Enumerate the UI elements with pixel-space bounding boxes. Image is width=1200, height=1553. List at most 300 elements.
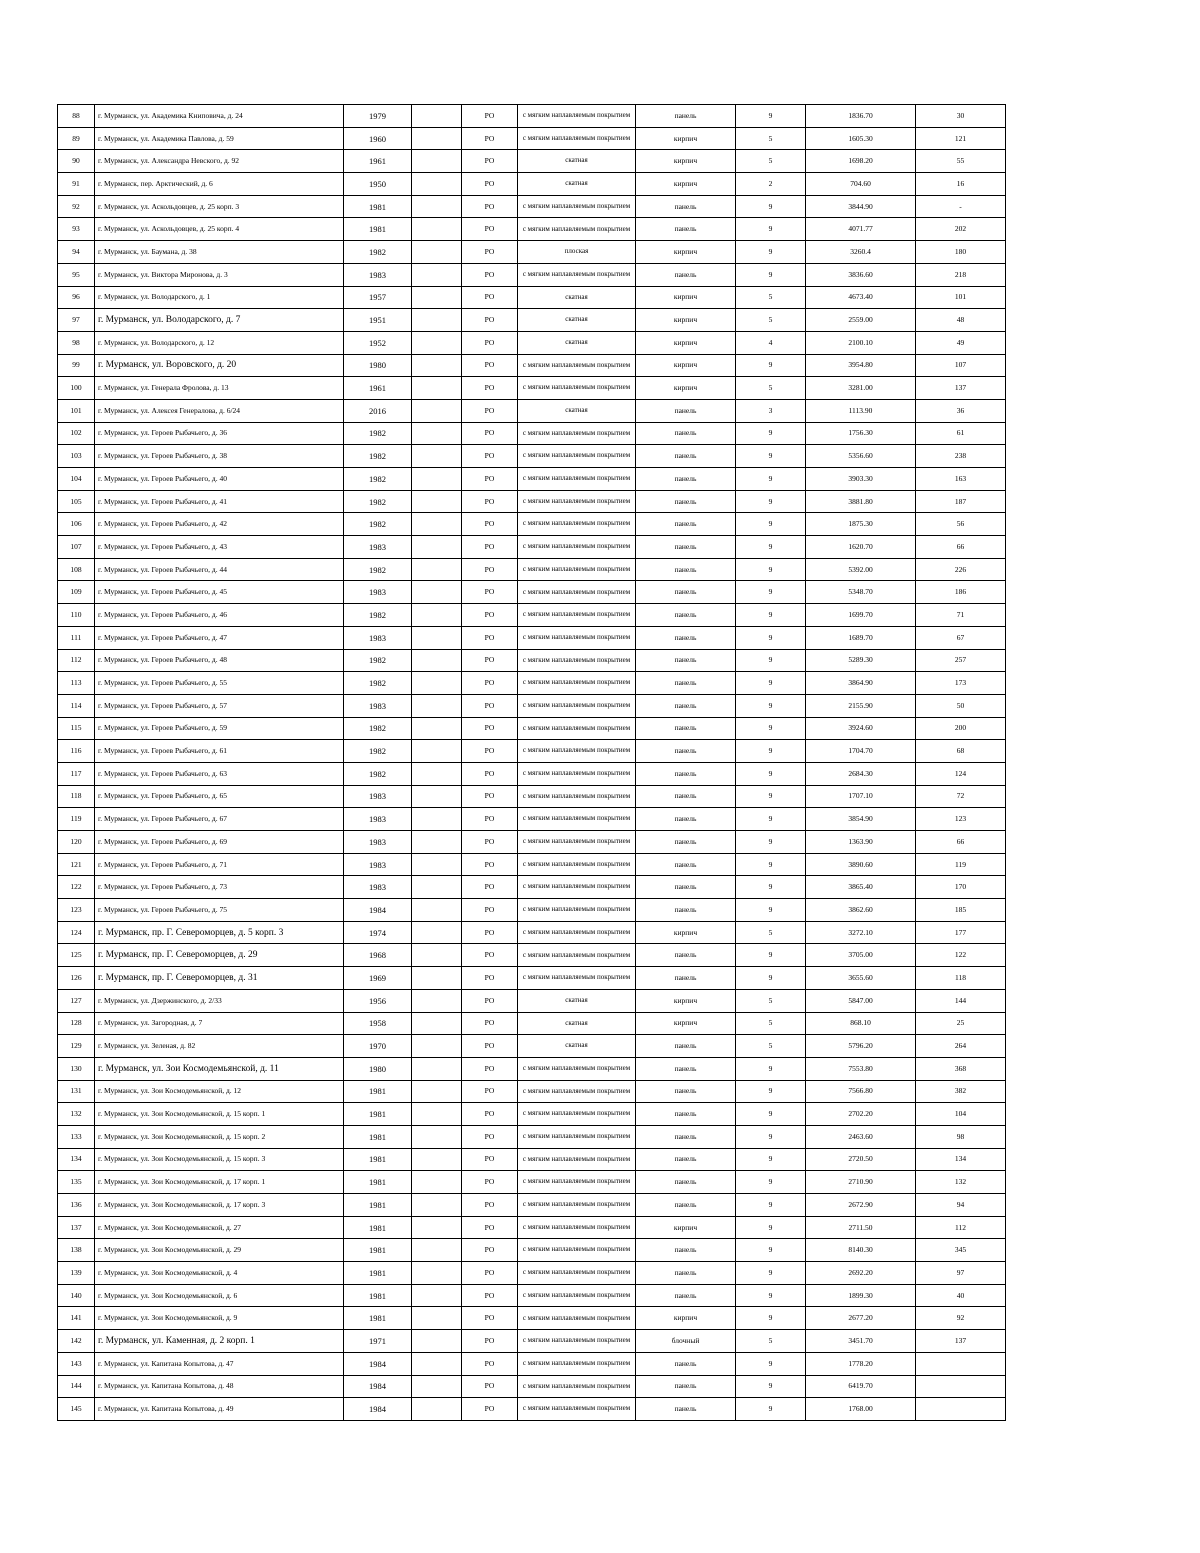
wall-material-cell: кирпич — [636, 1216, 736, 1239]
blank-cell — [412, 354, 462, 377]
table-row — [58, 105, 1006, 128]
roof-type-cell: скатная — [518, 173, 636, 196]
area-cell: 3862.60 — [806, 899, 916, 922]
residents-cell: 186 — [916, 581, 1006, 604]
blank-cell — [412, 263, 462, 286]
table-row — [58, 173, 1006, 196]
floors-cell: 5 — [736, 1330, 806, 1353]
program-cell: РО — [462, 876, 518, 899]
area-cell: 1363.90 — [806, 831, 916, 854]
blank-cell — [412, 468, 462, 491]
wall-material-cell: кирпич — [636, 127, 736, 150]
address-cell: г. Мурманск, ул. Зои Космодемьянской, д. 17 корп. 3 — [95, 1194, 344, 1217]
wall-material-cell: панель — [636, 899, 736, 922]
year-cell: 1984 — [344, 1375, 412, 1398]
address-cell: г. Мурманск, ул. Героев Рыбачьего, д. 47 — [95, 626, 344, 649]
residents-cell: 119 — [916, 853, 1006, 876]
program-cell: РО — [462, 1103, 518, 1126]
table-row — [58, 876, 1006, 899]
table-row — [58, 377, 1006, 400]
floors-cell: 5 — [736, 309, 806, 332]
address-cell: г. Мурманск, пер. Арктический, д. 6 — [95, 173, 344, 196]
row-number: 125 — [58, 944, 95, 967]
row-number: 141 — [58, 1307, 95, 1330]
roof-type-cell: с мягким наплавляемым покрытием — [518, 422, 636, 445]
roof-type-cell: с мягким наплавляемым покрытием — [518, 218, 636, 241]
blank-cell — [412, 1307, 462, 1330]
year-cell: 1982 — [344, 558, 412, 581]
blank-cell — [412, 399, 462, 422]
blank-cell — [412, 808, 462, 831]
roof-type-cell: с мягким наплавляемым покрытием — [518, 354, 636, 377]
year-cell: 1982 — [344, 604, 412, 627]
address-cell: г. Мурманск, ул. Зои Космодемьянской, д. 6 — [95, 1284, 344, 1307]
row-number: 128 — [58, 1012, 95, 1035]
blank-cell — [412, 1330, 462, 1353]
address-cell: г. Мурманск, ул. Аскольдовцев, д. 25 корп. 4 — [95, 218, 344, 241]
program-cell: РО — [462, 150, 518, 173]
blank-cell — [412, 604, 462, 627]
area-cell: 3954.80 — [806, 354, 916, 377]
row-number: 129 — [58, 1035, 95, 1058]
row-number: 95 — [58, 263, 95, 286]
year-cell: 1960 — [344, 127, 412, 150]
roof-type-cell: с мягким наплавляемым покрытием — [518, 263, 636, 286]
row-number: 145 — [58, 1398, 95, 1421]
area-cell: 1778.20 — [806, 1352, 916, 1375]
floors-cell: 9 — [736, 762, 806, 785]
row-number: 124 — [58, 921, 95, 944]
wall-material-cell: кирпич — [636, 377, 736, 400]
area-cell: 1620.70 — [806, 536, 916, 559]
roof-type-cell: с мягким наплавляемым покрытием — [518, 1080, 636, 1103]
blank-cell — [412, 1125, 462, 1148]
address-cell: г. Мурманск, ул. Героев Рыбачьего, д. 45 — [95, 581, 344, 604]
floors-cell: 9 — [736, 263, 806, 286]
table-row — [58, 1262, 1006, 1285]
area-cell: 5289.30 — [806, 649, 916, 672]
wall-material-cell: панель — [636, 218, 736, 241]
roof-type-cell: с мягким наплавляемым покрытием — [518, 377, 636, 400]
wall-material-cell: панель — [636, 513, 736, 536]
roof-type-cell: с мягким наплавляемым покрытием — [518, 127, 636, 150]
roof-type-cell: с мягким наплавляемым покрытием — [518, 831, 636, 854]
wall-material-cell: панель — [636, 422, 736, 445]
table-row — [58, 740, 1006, 763]
year-cell: 1983 — [344, 626, 412, 649]
area-cell: 5796.20 — [806, 1035, 916, 1058]
area-cell: 3854.90 — [806, 808, 916, 831]
address-cell: г. Мурманск, ул. Героев Рыбачьего, д. 36 — [95, 422, 344, 445]
roof-type-cell: с мягким наплавляемым покрытием — [518, 740, 636, 763]
address-cell: г. Мурманск, ул. Зои Космодемьянской, д. 17 корп. 1 — [95, 1171, 344, 1194]
roof-type-cell: с мягким наплавляемым покрытием — [518, 1194, 636, 1217]
residents-cell: 121 — [916, 127, 1006, 150]
area-cell: 1756.30 — [806, 422, 916, 445]
area-cell: 5356.60 — [806, 445, 916, 468]
area-cell: 3903.30 — [806, 468, 916, 491]
blank-cell — [412, 1194, 462, 1217]
address-cell: г. Мурманск, ул. Героев Рыбачьего, д. 73 — [95, 876, 344, 899]
residents-cell: 67 — [916, 626, 1006, 649]
table-row — [58, 1194, 1006, 1217]
floors-cell: 9 — [736, 1125, 806, 1148]
floors-cell: 5 — [736, 286, 806, 309]
row-number: 113 — [58, 672, 95, 695]
area-cell: 2100.10 — [806, 331, 916, 354]
wall-material-cell: панель — [636, 762, 736, 785]
program-cell: РО — [462, 1057, 518, 1080]
area-cell: 3451.70 — [806, 1330, 916, 1353]
program-cell: РО — [462, 558, 518, 581]
blank-cell — [412, 173, 462, 196]
program-cell: РО — [462, 468, 518, 491]
wall-material-cell: панель — [636, 853, 736, 876]
floors-cell: 3 — [736, 399, 806, 422]
wall-material-cell: панель — [636, 1103, 736, 1126]
blank-cell — [412, 1216, 462, 1239]
table-row — [58, 1216, 1006, 1239]
row-number: 115 — [58, 717, 95, 740]
area-cell: 2710.90 — [806, 1171, 916, 1194]
program-cell: РО — [462, 377, 518, 400]
floors-cell: 5 — [736, 1035, 806, 1058]
blank-cell — [412, 1284, 462, 1307]
year-cell: 1982 — [344, 672, 412, 695]
wall-material-cell: панель — [636, 717, 736, 740]
program-cell: РО — [462, 581, 518, 604]
floors-cell: 4 — [736, 331, 806, 354]
wall-material-cell: кирпич — [636, 173, 736, 196]
row-number: 123 — [58, 899, 95, 922]
year-cell: 1983 — [344, 785, 412, 808]
row-number: 120 — [58, 831, 95, 854]
address-cell: г. Мурманск, ул. Академика Книповича, д. 24 — [95, 105, 344, 128]
wall-material-cell: кирпич — [636, 989, 736, 1012]
table-row — [58, 1239, 1006, 1262]
wall-material-cell: кирпич — [636, 1012, 736, 1035]
roof-type-cell: скатная — [518, 1035, 636, 1058]
program-cell: РО — [462, 354, 518, 377]
year-cell: 1982 — [344, 740, 412, 763]
table-row — [58, 1035, 1006, 1058]
area-cell: 6419.70 — [806, 1375, 916, 1398]
housing-table — [57, 104, 1006, 1421]
roof-type-cell: с мягким наплавляемым покрытием — [518, 649, 636, 672]
wall-material-cell: панель — [636, 468, 736, 491]
year-cell: 1982 — [344, 513, 412, 536]
residents-cell: 137 — [916, 377, 1006, 400]
floors-cell: 9 — [736, 853, 806, 876]
program-cell: РО — [462, 309, 518, 332]
area-cell: 1113.90 — [806, 399, 916, 422]
row-number: 96 — [58, 286, 95, 309]
blank-cell — [412, 422, 462, 445]
table-row — [58, 399, 1006, 422]
area-cell: 1699.70 — [806, 604, 916, 627]
address-cell: г. Мурманск, ул. Генерала Фролова, д. 13 — [95, 377, 344, 400]
program-cell: РО — [462, 1239, 518, 1262]
program-cell: РО — [462, 717, 518, 740]
area-cell: 7553.80 — [806, 1057, 916, 1080]
year-cell: 1980 — [344, 1057, 412, 1080]
year-cell: 1968 — [344, 944, 412, 967]
roof-type-cell: с мягким наплавляемым покрытием — [518, 581, 636, 604]
table-row — [58, 195, 1006, 218]
residents-cell: 345 — [916, 1239, 1006, 1262]
year-cell: 1984 — [344, 1352, 412, 1375]
address-cell: г. Мурманск, ул. Зои Космодемьянской, д. 15 корп. 2 — [95, 1125, 344, 1148]
roof-type-cell: с мягким наплавляемым покрытием — [518, 195, 636, 218]
roof-type-cell: с мягким наплавляемым покрытием — [518, 1125, 636, 1148]
floors-cell: 9 — [736, 422, 806, 445]
wall-material-cell: панель — [636, 604, 736, 627]
residents-cell: 97 — [916, 1262, 1006, 1285]
table-row — [58, 218, 1006, 241]
row-number: 88 — [58, 105, 95, 128]
roof-type-cell: с мягким наплавляемым покрытием — [518, 921, 636, 944]
residents-cell — [916, 1352, 1006, 1375]
floors-cell: 9 — [736, 1398, 806, 1421]
year-cell: 1983 — [344, 808, 412, 831]
program-cell: РО — [462, 331, 518, 354]
program-cell: РО — [462, 399, 518, 422]
address-cell: г. Мурманск, ул. Героев Рыбачьего, д. 41 — [95, 490, 344, 513]
area-cell: 8140.30 — [806, 1239, 916, 1262]
blank-cell — [412, 626, 462, 649]
residents-cell: 40 — [916, 1284, 1006, 1307]
address-cell: г. Мурманск, ул. Героев Рыбачьего, д. 38 — [95, 445, 344, 468]
program-cell: РО — [462, 173, 518, 196]
year-cell: 1982 — [344, 422, 412, 445]
floors-cell: 9 — [736, 581, 806, 604]
area-cell: 3281.00 — [806, 377, 916, 400]
area-cell: 2463.60 — [806, 1125, 916, 1148]
program-cell: РО — [462, 422, 518, 445]
address-cell: г. Мурманск, ул. Зои Космодемьянской, д. 9 — [95, 1307, 344, 1330]
residents-cell: 107 — [916, 354, 1006, 377]
program-cell: РО — [462, 1012, 518, 1035]
row-number: 107 — [58, 536, 95, 559]
blank-cell — [412, 558, 462, 581]
address-cell: г. Мурманск, ул. Зои Космодемьянской, д. 29 — [95, 1239, 344, 1262]
wall-material-cell: панель — [636, 1125, 736, 1148]
wall-material-cell: панель — [636, 694, 736, 717]
table-row — [58, 762, 1006, 785]
program-cell: РО — [462, 694, 518, 717]
area-cell: 2692.20 — [806, 1262, 916, 1285]
residents-cell: 144 — [916, 989, 1006, 1012]
residents-cell: 36 — [916, 399, 1006, 422]
year-cell: 1958 — [344, 1012, 412, 1035]
program-cell: РО — [462, 1262, 518, 1285]
program-cell: РО — [462, 762, 518, 785]
area-cell: 704.60 — [806, 173, 916, 196]
floors-cell: 9 — [736, 626, 806, 649]
row-number: 117 — [58, 762, 95, 785]
program-cell: РО — [462, 1148, 518, 1171]
wall-material-cell: панель — [636, 808, 736, 831]
year-cell: 1983 — [344, 831, 412, 854]
blank-cell — [412, 899, 462, 922]
row-number: 103 — [58, 445, 95, 468]
program-cell: РО — [462, 967, 518, 990]
table-row — [58, 445, 1006, 468]
table-row — [58, 808, 1006, 831]
table-row — [58, 1148, 1006, 1171]
roof-type-cell: с мягким наплавляемым покрытием — [518, 1216, 636, 1239]
floors-cell: 9 — [736, 831, 806, 854]
address-cell: г. Мурманск, ул. Баумана, д. 38 — [95, 241, 344, 264]
floors-cell: 9 — [736, 1352, 806, 1375]
table-row — [58, 694, 1006, 717]
residents-cell: 55 — [916, 150, 1006, 173]
floors-cell: 5 — [736, 150, 806, 173]
row-number: 133 — [58, 1125, 95, 1148]
floors-cell: 9 — [736, 604, 806, 627]
area-cell: 4071.77 — [806, 218, 916, 241]
address-cell: г. Мурманск, ул. Аскольдовцев, д. 25 корп. 3 — [95, 195, 344, 218]
year-cell: 1983 — [344, 694, 412, 717]
row-number: 90 — [58, 150, 95, 173]
residents-cell — [916, 1398, 1006, 1421]
residents-cell: 68 — [916, 740, 1006, 763]
table-row — [58, 241, 1006, 264]
area-cell: 2559.00 — [806, 309, 916, 332]
wall-material-cell: кирпич — [636, 921, 736, 944]
wall-material-cell: панель — [636, 1239, 736, 1262]
wall-material-cell: кирпич — [636, 354, 736, 377]
wall-material-cell: панель — [636, 445, 736, 468]
table-row — [58, 558, 1006, 581]
blank-cell — [412, 536, 462, 559]
table-row — [58, 672, 1006, 695]
floors-cell: 9 — [736, 1148, 806, 1171]
floors-cell: 9 — [736, 1216, 806, 1239]
residents-cell: 134 — [916, 1148, 1006, 1171]
residents-cell: 56 — [916, 513, 1006, 536]
table-row — [58, 626, 1006, 649]
floors-cell: 9 — [736, 105, 806, 128]
roof-type-cell: с мягким наплавляемым покрытием — [518, 717, 636, 740]
floors-cell: 9 — [736, 967, 806, 990]
year-cell: 1984 — [344, 1398, 412, 1421]
wall-material-cell: панель — [636, 1375, 736, 1398]
blank-cell — [412, 241, 462, 264]
table-row — [58, 331, 1006, 354]
blank-cell — [412, 944, 462, 967]
residents-cell: 123 — [916, 808, 1006, 831]
floors-cell: 9 — [736, 740, 806, 763]
year-cell: 2016 — [344, 399, 412, 422]
roof-type-cell: с мягким наплавляемым покрытием — [518, 876, 636, 899]
floors-cell: 5 — [736, 127, 806, 150]
wall-material-cell: кирпич — [636, 331, 736, 354]
roof-type-cell: с мягким наплавляемым покрытием — [518, 1262, 636, 1285]
blank-cell — [412, 513, 462, 536]
roof-type-cell: с мягким наплавляемым покрытием — [518, 899, 636, 922]
table-row — [58, 831, 1006, 854]
roof-type-cell: с мягким наплавляемым покрытием — [518, 1330, 636, 1353]
floors-cell: 9 — [736, 195, 806, 218]
program-cell: РО — [462, 831, 518, 854]
area-cell: 1768.00 — [806, 1398, 916, 1421]
roof-type-cell: с мягким наплавляемым покрытием — [518, 1239, 636, 1262]
blank-cell — [412, 740, 462, 763]
program-cell: РО — [462, 1352, 518, 1375]
table-row — [58, 127, 1006, 150]
table-row — [58, 1103, 1006, 1126]
year-cell: 1981 — [344, 218, 412, 241]
residents-cell: 71 — [916, 604, 1006, 627]
row-number: 104 — [58, 468, 95, 491]
address-cell: г. Мурманск, пр. Г. Североморцев, д. 31 — [95, 967, 344, 990]
program-cell: РО — [462, 105, 518, 128]
year-cell: 1981 — [344, 1216, 412, 1239]
roof-type-cell: с мягким наплавляемым покрытием — [518, 445, 636, 468]
program-cell: РО — [462, 853, 518, 876]
year-cell: 1982 — [344, 445, 412, 468]
program-cell: РО — [462, 808, 518, 831]
year-cell: 1970 — [344, 1035, 412, 1058]
year-cell: 1981 — [344, 1080, 412, 1103]
roof-type-cell: с мягким наплавляемым покрытием — [518, 105, 636, 128]
roof-type-cell: скатная — [518, 150, 636, 173]
blank-cell — [412, 105, 462, 128]
table-row — [58, 263, 1006, 286]
roof-type-cell: с мягким наплавляемым покрытием — [518, 490, 636, 513]
row-number: 132 — [58, 1103, 95, 1126]
blank-cell — [412, 150, 462, 173]
wall-material-cell: панель — [636, 876, 736, 899]
residents-cell: 173 — [916, 672, 1006, 695]
floors-cell: 5 — [736, 377, 806, 400]
blank-cell — [412, 1012, 462, 1035]
year-cell: 1974 — [344, 921, 412, 944]
floors-cell: 9 — [736, 785, 806, 808]
year-cell: 1951 — [344, 309, 412, 332]
residents-cell: 226 — [916, 558, 1006, 581]
year-cell: 1983 — [344, 581, 412, 604]
row-number: 135 — [58, 1171, 95, 1194]
roof-type-cell: с мягким наплавляемым покрытием — [518, 1398, 636, 1421]
floors-cell: 9 — [736, 649, 806, 672]
wall-material-cell: панель — [636, 536, 736, 559]
wall-material-cell: панель — [636, 785, 736, 808]
address-cell: г. Мурманск, ул. Героев Рыбачьего, д. 65 — [95, 785, 344, 808]
table-row — [58, 1080, 1006, 1103]
wall-material-cell: кирпич — [636, 286, 736, 309]
residents-cell: 49 — [916, 331, 1006, 354]
program-cell: РО — [462, 241, 518, 264]
table-row — [58, 513, 1006, 536]
residents-cell: 61 — [916, 422, 1006, 445]
program-cell: РО — [462, 286, 518, 309]
program-cell: РО — [462, 195, 518, 218]
row-number: 105 — [58, 490, 95, 513]
year-cell: 1982 — [344, 762, 412, 785]
area-cell: 3864.90 — [806, 672, 916, 695]
area-cell: 4673.40 — [806, 286, 916, 309]
wall-material-cell: панель — [636, 967, 736, 990]
area-cell: 3924.60 — [806, 717, 916, 740]
row-number: 94 — [58, 241, 95, 264]
roof-type-cell: с мягким наплавляемым покрытием — [518, 536, 636, 559]
address-cell: г. Мурманск, ул. Зои Космодемьянской, д. 12 — [95, 1080, 344, 1103]
address-cell: г. Мурманск, ул. Загородная, д. 7 — [95, 1012, 344, 1035]
table-row — [58, 967, 1006, 990]
roof-type-cell: плоская — [518, 241, 636, 264]
